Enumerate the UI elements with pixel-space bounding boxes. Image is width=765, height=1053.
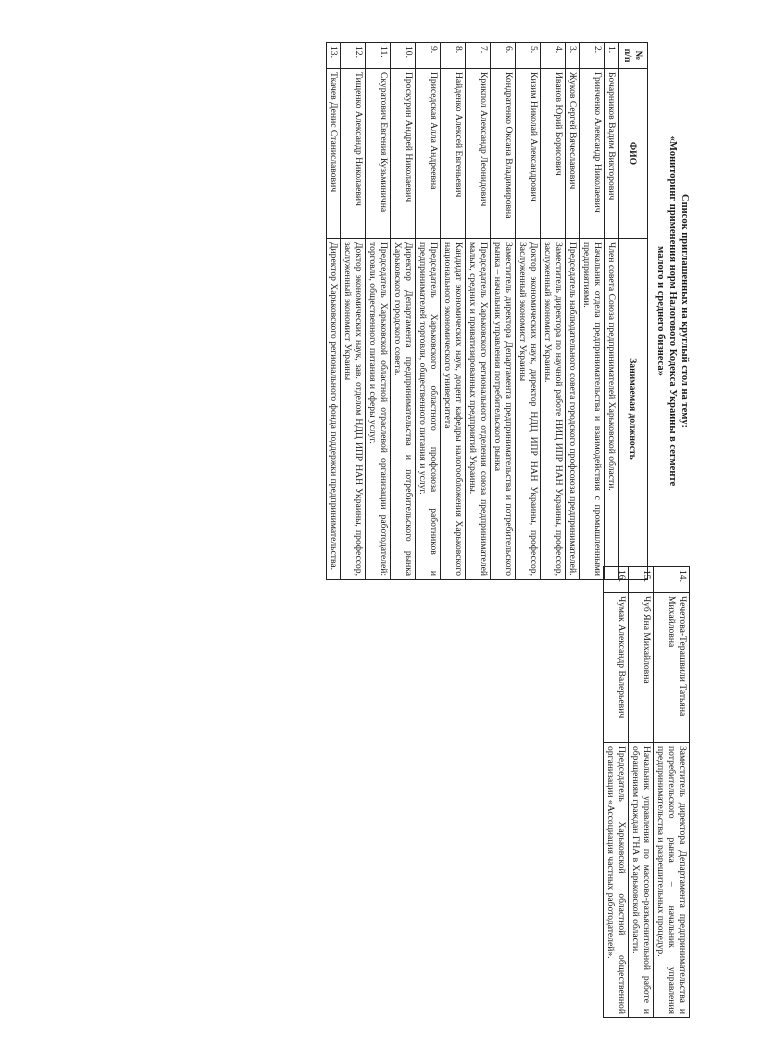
person-position: Заместитель директора по научной работе НИЦ ИПР НАН Украины, профессор, заслуженный экономист Украины.: [541, 239, 566, 580]
row-number: 12.: [341, 43, 366, 69]
table-row: [391, 43, 416, 580]
table-row: [566, 43, 580, 580]
person-name: Скуратович Евгения Кузьминична: [366, 69, 391, 239]
table-row: [327, 43, 341, 580]
invitees-table: [326, 42, 648, 580]
table-row: [541, 43, 566, 580]
person-name: Кизим Николай Александрович: [516, 69, 541, 239]
person-name: Кондратенко Оксана Владимировна: [491, 69, 516, 239]
table-row: [516, 43, 541, 580]
row-number: 13.: [327, 43, 341, 69]
row-number: 8.: [441, 43, 466, 69]
person-name: Бочарников Вадим Викторович: [605, 69, 619, 239]
person-position: Председатель Харьковского областного профсоюза работников и предпринимателей торговли, общественного питания и услуг.: [416, 239, 441, 580]
page-one: [326, 42, 690, 580]
person-name: Жуков Сергей Вячеславович: [566, 69, 580, 239]
row-number: 1.: [605, 43, 619, 69]
person-name: Найденко Алексей Евгеньевич: [441, 69, 466, 239]
person-position: Председатель Харьковской областной общественной организации «Ассоциация частных работодателей».: [604, 743, 629, 1018]
column-header-name: ФИО: [619, 69, 648, 239]
person-name: Гринченко Александр Николаевич: [580, 69, 605, 239]
person-position: Председатель наблюдательного совета городского профсоюза предпринимателей.: [566, 239, 580, 580]
person-name: Приседская Алла Андреевна: [416, 69, 441, 239]
table-row: [604, 567, 629, 1018]
table-row: [466, 43, 491, 580]
table-row: [416, 43, 441, 580]
row-number: 15.: [629, 567, 654, 593]
person-position: Директор Департамента предпринимательства и потребительского рынка Харьковского городского совета.: [391, 239, 416, 580]
column-header-number: № п/п: [619, 43, 648, 69]
person-position: Доктор экономических наук, зав. отделом НДЦ ИПР НАН Украины, профессор, заслуженный экономист Украины: [341, 239, 366, 580]
person-name: Проскурин Андрей Николаевич: [391, 69, 416, 239]
page-two: [603, 566, 690, 1018]
person-name: Иванов Юрий Борисович: [541, 69, 566, 239]
person-position: Председатель Харьковской областной отраслевой организации работодателей: торговли, общественного питания и сферы услуг.: [366, 239, 391, 580]
person-position: Кандидат экономических наук, доцент кафедры налогообложения Харьковского национального экономического университета: [441, 239, 466, 580]
document-title: [654, 42, 690, 580]
row-number: 16.: [604, 567, 629, 593]
person-name: Тищенко Александр Николаевич: [341, 69, 366, 239]
table-row: [491, 43, 516, 580]
table-row: [654, 567, 690, 1018]
title-line-1: Список приглашенных на круглый стол на тему:: [679, 193, 690, 428]
row-number: 3.: [566, 43, 580, 69]
person-name: Ткачев Денис Станиславович: [327, 69, 341, 239]
table-row: [580, 43, 605, 580]
column-header-position: Занимаемая должность: [619, 239, 648, 580]
table-row: [629, 567, 654, 1018]
table-row: [341, 43, 366, 580]
row-number: 14.: [654, 567, 690, 593]
person-position: Директор Харьковского регионального фонда поддержки предпринимательства.: [327, 239, 341, 580]
person-name: Чечетова-Терашвили Татьяна Михайловна: [654, 593, 690, 743]
person-position: Начальник управления по массово-разъяснительной работе и обращениям граждан ГНА в Харьковской области.: [629, 743, 654, 1018]
row-number: 9.: [416, 43, 441, 69]
table-row: [366, 43, 391, 580]
person-name: Чуб Яна Михайловна: [629, 593, 654, 743]
row-number: 2.: [580, 43, 605, 69]
table-row: [605, 43, 619, 580]
row-number: 5.: [516, 43, 541, 69]
row-number: 11.: [366, 43, 391, 69]
table-row: [441, 43, 466, 580]
invitees-table-continued: [603, 566, 690, 1018]
row-number: 10.: [391, 43, 416, 69]
title-line-3: малого и среднего бизнеса»: [655, 246, 666, 376]
person-position: Член совета Союза предпринимателей Харьковской области.: [605, 239, 619, 580]
person-position: Начальник отдела предпринимательства и взаимодействия с промышленными предприятиями.: [580, 239, 605, 580]
person-position: Доктор экономических наук, директор НДЦ ИПР НАН Украины, профессор, Заслуженный экономист Украины: [516, 239, 541, 580]
person-name: Чумак Александр Валерьевич: [604, 593, 629, 743]
person-name: Крикпол Александр Леонидович: [466, 69, 491, 239]
row-number: 4.: [541, 43, 566, 69]
row-number: 6.: [491, 43, 516, 69]
table-header-row: [619, 43, 648, 580]
row-number: 7.: [466, 43, 491, 69]
person-position: Председатель Харьковского регионального отделения союза предпринимателей малых, средних и приватизированных предприятий Украины.: [466, 239, 491, 580]
person-position: Заместитель директора Департамента предпринимательства и потребительского рынка – начальник управления предпринимательства и разрешительных процедур.: [654, 743, 690, 1018]
person-position: Заместитель директора Департамента предпринимательства и потребительского рынка – начальник управления потребительского рынка: [491, 239, 516, 580]
title-line-2: «Мониторинг применения норм Налогового Кодекса Украины в сегменте: [667, 135, 678, 487]
